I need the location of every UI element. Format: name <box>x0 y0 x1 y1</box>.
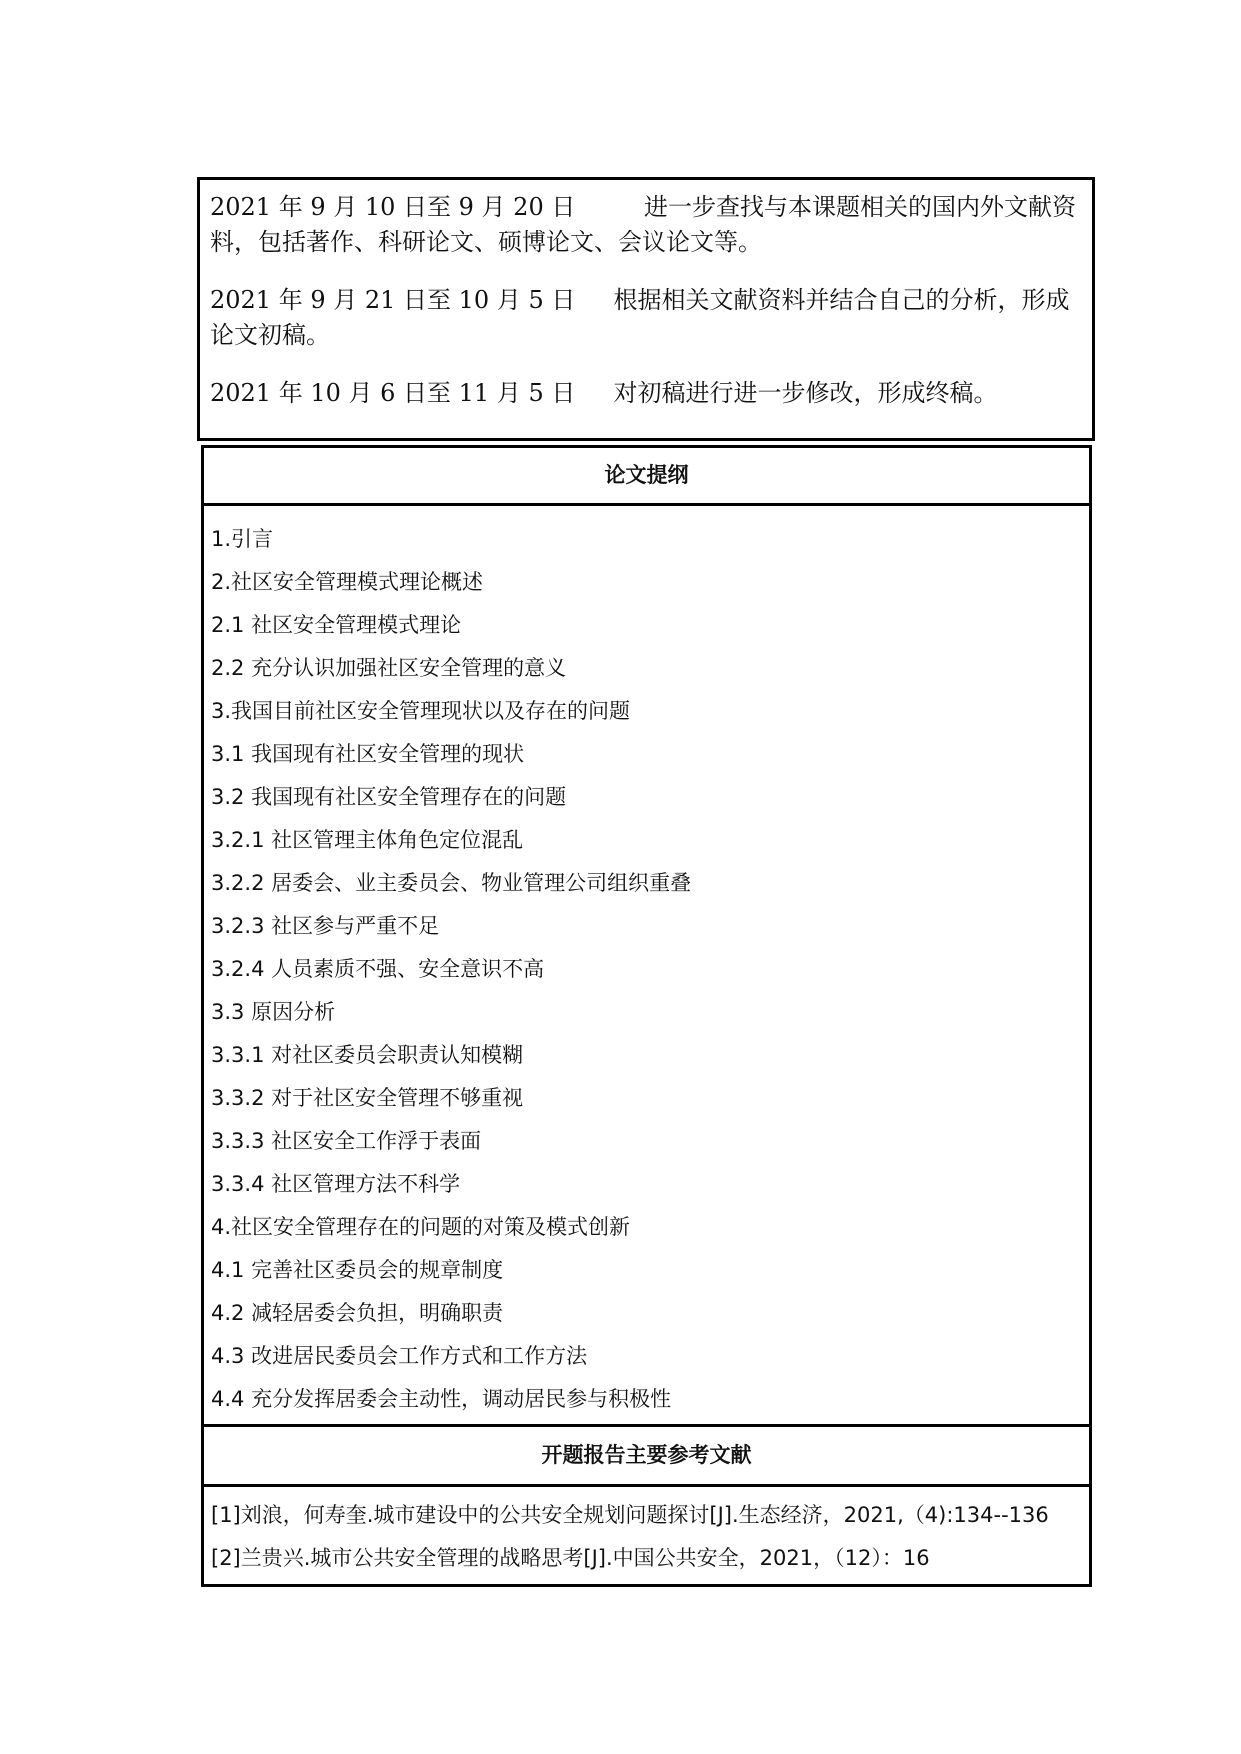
reference-item: [2]兰贵兴.城市公共安全管理的战略思考[J].中国公共安全，2021，（12）：16 <box>211 1546 930 1570</box>
outline-item: 1.引言 <box>211 527 274 551</box>
outline-item: 3.1 我国现有社区安全管理的现状 <box>211 742 525 766</box>
schedule-item <box>210 376 1080 411</box>
outline-item: 3.3.1 对社区委员会职责认知模糊 <box>211 1043 524 1067</box>
schedule-text: 根据相关文献资料并结合自己的分析，形成论文初稿。 <box>210 286 1070 349</box>
outline-item: 4.社区安全管理存在的问题的对策及模式创新 <box>211 1215 631 1239</box>
references-title: 开题报告主要参考文献 <box>541 1443 752 1467</box>
outline-item: 3.2.1 社区管理主体角色定位混乱 <box>211 828 524 852</box>
outline-item: 4.2 减轻居委会负担，明确职责 <box>211 1301 504 1325</box>
schedule-date: 2021 年 9 月 10 日至 9 月 20 日 <box>210 193 576 221</box>
outline-item: 3.我国目前社区安全管理现状以及存在的问题 <box>211 699 631 723</box>
divider <box>204 503 1089 506</box>
outline-item: 2.2 充分认识加强社区安全管理的意义 <box>211 656 567 680</box>
outline-item: 3.2.2 居委会、业主委员会、物业管理公司组织重叠 <box>211 871 692 895</box>
schedule-item <box>210 283 1080 353</box>
outline-item: 3.3.2 对于社区安全管理不够重视 <box>211 1086 524 1110</box>
outline-item: 3.2.4 人员素质不强、安全意识不高 <box>211 957 545 981</box>
schedule-gap <box>575 286 613 314</box>
outline-item: 3.2 我国现有社区安全管理存在的问题 <box>211 785 567 809</box>
references-list <box>211 1494 1079 1580</box>
schedule-text: 进一步查找与本课题相关的国内外文献资料，包括著作、科研论文、硕博论文、会议论文等。 <box>210 193 1077 256</box>
outline-item: 3.3 原因分析 <box>211 1000 336 1024</box>
outline-item: 4.3 改进居民委员会工作方式和工作方法 <box>211 1344 588 1368</box>
outline-item: 2.1 社区安全管理模式理论 <box>211 613 462 637</box>
outline-title: 论文提纲 <box>604 463 689 487</box>
schedule-date: 2021 年 10 月 6 日至 11 月 5 日 <box>210 379 576 407</box>
outline-list <box>211 518 1079 1421</box>
schedule-gap <box>575 379 613 407</box>
outline-item: 3.3.3 社区安全工作浮于表面 <box>211 1129 482 1153</box>
schedule-text: 对初稿进行进一步修改，形成终稿。 <box>613 379 998 407</box>
schedule-box <box>197 177 1095 441</box>
outline-item: 3.3.4 社区管理方法不科学 <box>211 1172 461 1196</box>
reference-item: [1]刘浪，何寿奎.城市建设中的公共安全规划问题探讨[J].生态经济，2021,（4):134--136 <box>211 1503 1049 1527</box>
schedule-item <box>210 190 1080 260</box>
outline-item: 2.社区安全管理模式理论概述 <box>211 570 484 594</box>
schedule-date: 2021 年 9 月 21 日至 10 月 5 日 <box>210 286 576 314</box>
outline-item: 3.2.3 社区参与严重不足 <box>211 914 440 938</box>
outline-table <box>201 445 1092 1587</box>
outline-item: 4.1 完善社区委员会的规章制度 <box>211 1258 504 1282</box>
outline-item: 4.4 充分发挥居委会主动性，调动居民参与积极性 <box>211 1387 672 1411</box>
schedule-gap <box>575 193 644 221</box>
divider <box>204 1484 1089 1487</box>
